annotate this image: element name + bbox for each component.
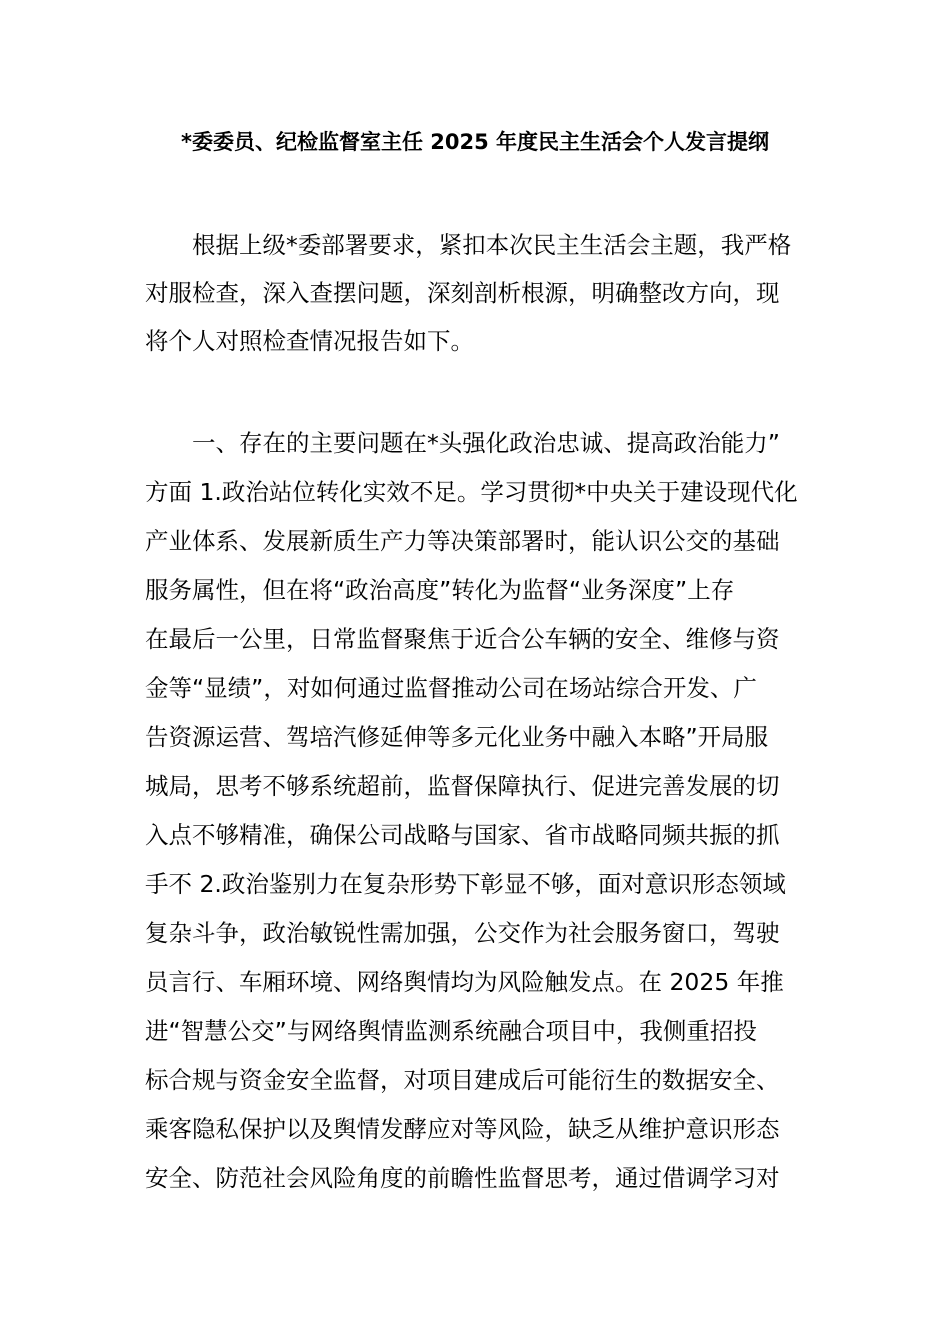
document-title: *委委员、纪检监督室主任 2025 年度民主生活会个人发言提纲: [180, 130, 770, 154]
paragraph-line: 城局，思考不够系统超前，监督保障执行、促进完善发展的切: [145, 772, 780, 800]
paragraph-line: 金等“显绩”，对如何通过监督推动公司在场站综合开发、广: [145, 674, 757, 702]
paragraph-line: 根据上级*委部署要求，紧扣本次民主生活会主题，我严格: [192, 231, 792, 259]
paragraph-line: 将个人对照检查情况报告如下。: [145, 327, 474, 355]
paragraph-line: 标合规与资金安全监督，对项目建成后可能衍生的数据安全、: [145, 1066, 780, 1094]
paragraph-line: 产业体系、发展新质生产力等决策部署时，能认识公交的基础: [145, 527, 780, 555]
paragraph-line: 安全、防范社会风险角度的前瞻性监督思考，通过借调学习对: [145, 1164, 780, 1192]
paragraph-line: 服务属性，但在将“政治高度”转化为监督“业务深度”上存: [145, 576, 735, 604]
paragraph-line: 进“智慧公交”与网络舆情监测系统融合项目中，我侧重招投: [145, 1017, 757, 1045]
paragraph-line: 入点不够精准，确保公司战略与国家、省市战略同频共振的抓: [145, 821, 780, 849]
paragraph-line: 员言行、车厢环境、网络舆情均为风险触发点。在 2025 年推: [145, 968, 784, 996]
paragraph-line: 告资源运营、驾培汽修延伸等多元化业务中融入本略”开局服: [145, 723, 769, 751]
paragraph-line: 乘客隐私保护以及舆情发酵应对等风险，缺乏从维护意识形态: [145, 1115, 780, 1143]
paragraph-line: 手不 2.政治鉴别力在复杂形势下彰显不够，面对意识形态领域: [145, 870, 786, 898]
paragraph-line: 在最后一公里，日常监督聚焦于近合公车辆的安全、维修与资: [145, 625, 780, 653]
paragraph-line: 复杂斗争，政治敏锐性需加强，公交作为社会服务窗口，驾驶: [145, 919, 780, 947]
paragraph-line: 方面 1.政治站位转化实效不足。学习贯彻*中央关于建设现代化: [145, 478, 798, 506]
paragraph-line: 一、存在的主要问题在*头强化政治忠诚、提高政治能力”: [192, 429, 780, 457]
paragraph-line: 对服检查，深入查摆问题，深刻剖析根源，明确整改方向，现: [145, 279, 780, 307]
